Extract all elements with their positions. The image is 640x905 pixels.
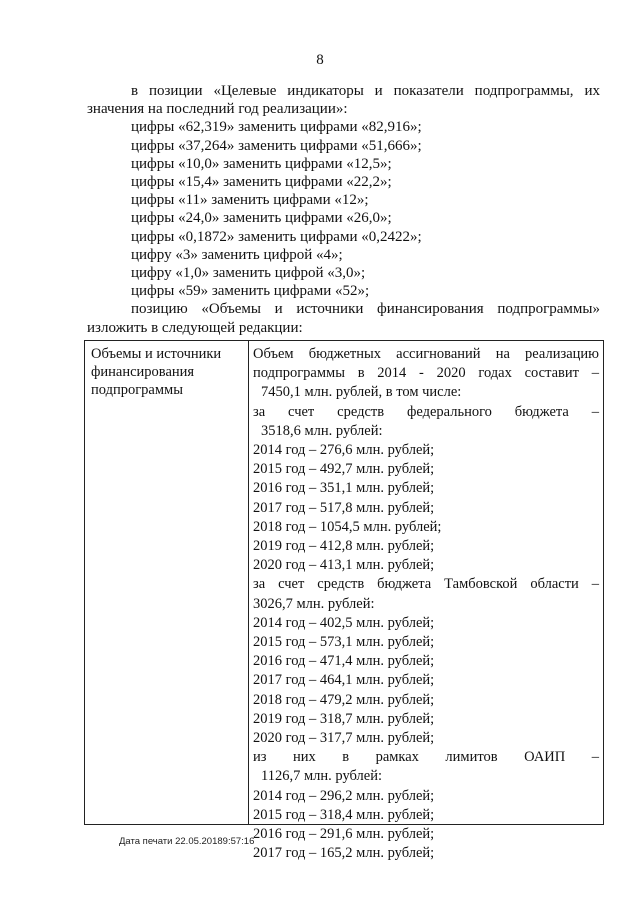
table-label-line: финансирования [91, 364, 195, 380]
table-value-line: 2018 год – 1054,5 млн. рублей; [253, 518, 442, 535]
table-label-line: Объемы и источники [91, 346, 222, 362]
table-value-line: 2015 год – 318,4 млн. рублей; [253, 806, 435, 823]
table-value-line: 2014 год – 276,6 млн. рублей; [253, 442, 435, 459]
replacement-item: цифру «1,0» заменить цифрой «3,0»; [131, 265, 366, 282]
replacement-item: цифры «15,4» заменить цифрами «22,2»; [131, 174, 392, 191]
position-line: изложить в следующей редакции: [87, 319, 303, 336]
replacement-list [87, 118, 600, 300]
replacement-item: цифры «24,0» заменить цифрами «26,0»; [131, 210, 392, 227]
table-value-line: 2017 год – 517,8 млн. рублей; [253, 499, 435, 516]
table-value-line: 2018 год – 479,2 млн. рублей; [253, 691, 435, 708]
page-number: 8 [316, 52, 324, 68]
table-label-line: подпрограммы [91, 382, 183, 398]
table-value-line: подпрограммы в 2014 - 2020 годах составит – [253, 365, 599, 382]
replacement-item: цифру «3» заменить цифрой «4»; [131, 246, 343, 263]
table-value-line: 2014 год – 402,5 млн. рублей; [253, 614, 435, 631]
table-value-line: 2020 год – 413,1 млн. рублей; [253, 557, 435, 574]
table-value-line: за счет средств федерального бюджета – [253, 403, 599, 420]
intro-line: значения на последний год реализации»: [87, 101, 348, 118]
table-value-line: 2017 год – 464,1 млн. рублей; [253, 672, 435, 689]
body-text [87, 82, 600, 337]
intro-line: в позиции «Целевые индикаторы и показатели подпрограммы, их [131, 83, 600, 99]
table-value-line: 2019 год – 412,8 млн. рублей; [253, 538, 435, 555]
table-value-line: 3518,6 млн. рублей: [261, 422, 383, 439]
table-value-line: 3026,7 млн. рублей: [253, 595, 375, 612]
position-line: позицию «Объемы и источники финансирования подпрограммы» [131, 301, 600, 318]
table-value-line: 2015 год – 573,1 млн. рублей; [253, 634, 435, 651]
table-value-line: за счет средств бюджета Тамбовской области – [253, 576, 599, 593]
table-value-line: 2016 год – 471,4 млн. рублей; [253, 653, 435, 670]
table-value-line: 2014 год – 296,2 млн. рублей; [253, 787, 435, 804]
print-date-footer: Дата печати 22.05.20189:57:16 [119, 836, 255, 847]
table-value-line: 2020 год – 317,7 млн. рублей; [253, 730, 435, 747]
table-value-line: 2015 год – 492,7 млн. рублей; [253, 461, 435, 478]
table-value-line: 2016 год – 351,1 млн. рублей; [253, 480, 435, 497]
table-value-line: 2017 год – 165,2 млн. рублей; [253, 845, 435, 862]
replacement-item: цифры «11» заменить цифрами «12»; [131, 192, 369, 209]
table-value-line: Объем бюджетных ассигнований на реализацию [253, 346, 599, 362]
replacement-item: цифры «62,319» заменить цифрами «82,916»; [131, 119, 422, 136]
table-value-line: 2019 год – 318,7 млн. рублей; [253, 710, 435, 727]
table-value-line: 1126,7 млн. рублей: [261, 768, 382, 785]
replacement-item: цифры «0,1872» заменить цифрами «0,2422»; [131, 228, 422, 245]
replacement-item: цифры «10,0» заменить цифрами «12,5»; [131, 155, 392, 172]
table-value-line: 2016 год – 291,6 млн. рублей; [253, 826, 435, 843]
table-value-cell [249, 341, 603, 862]
table-value-line: 7450,1 млн. рублей, в том числе: [261, 384, 462, 401]
table-value-line: из них в рамках лимитов ОАИП – [253, 749, 599, 766]
replacement-item: цифры «59» заменить цифрами «52»; [131, 283, 370, 300]
replacement-item: цифры «37,264» заменить цифрами «51,666»; [131, 137, 422, 154]
table-label-cell [85, 341, 249, 824]
